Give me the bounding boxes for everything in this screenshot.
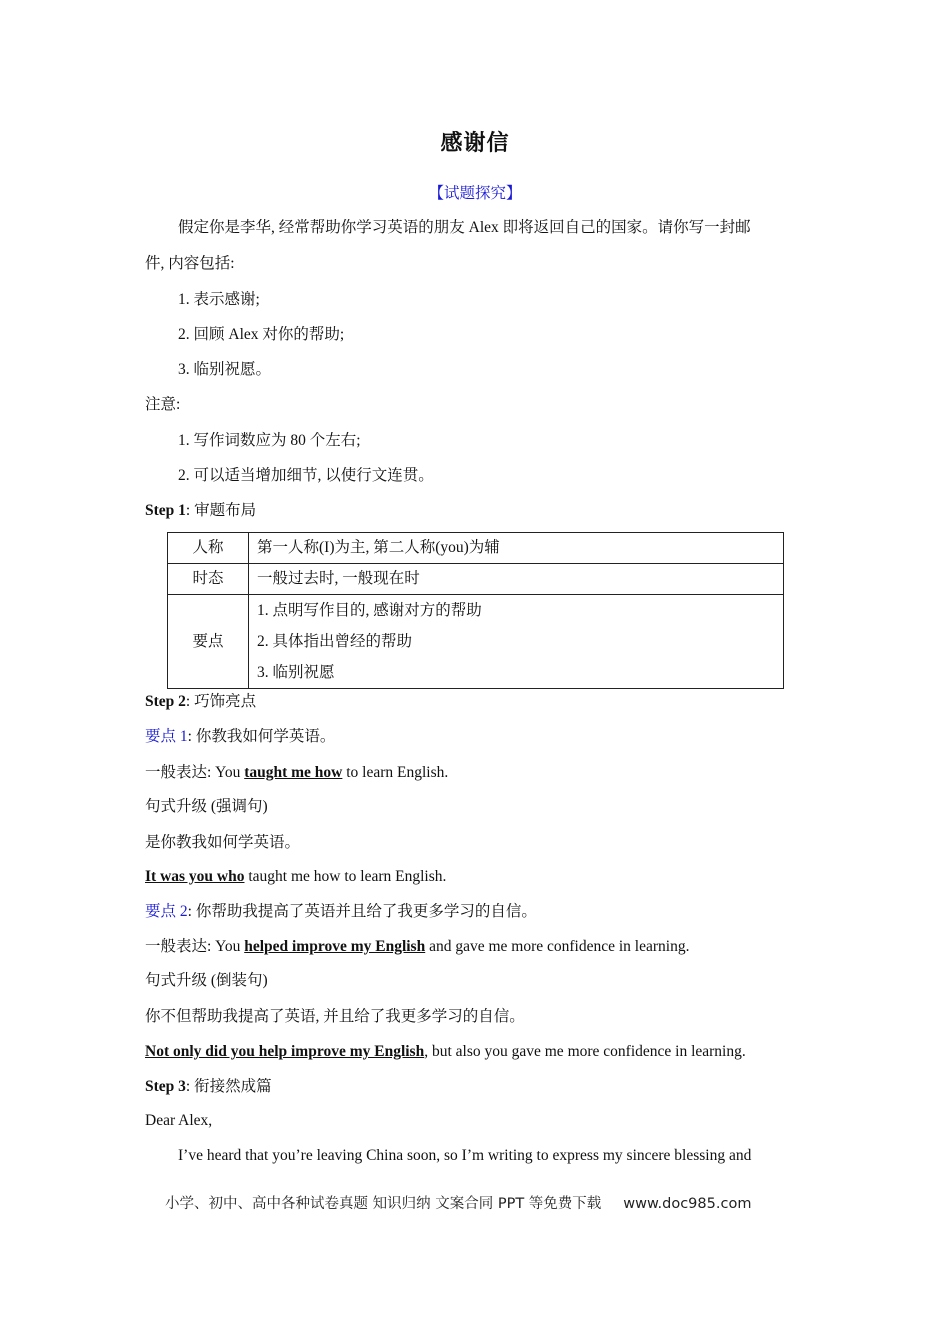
section-label: 【试题探究】 [428,185,522,202]
note-label: 注意: [145,396,181,413]
point1-text: : 你教我如何学英语。 [187,728,336,745]
table-key-points: 要点 [168,595,249,689]
step2-label: Step 2 [145,693,186,710]
point1-upgrade: 句式升级 (强调句) [145,798,268,815]
normal-prefix: 一般表达: You [145,764,245,781]
point1-chinese: 是你教我如何学英语。 [145,834,301,851]
step1-label: Step 1 [145,502,186,519]
table-value-tense: 一般过去时, 一般现在时 [249,564,784,595]
footer-banner [165,1192,751,1213]
point-item-2: 2. 具体指出曾经的帮助 [257,633,413,650]
normal-suffix: to learn English. [342,764,449,781]
normal-highlight: taught me how [244,764,343,781]
table-row [168,564,784,595]
letter-greeting: Dear Alex, [145,1112,213,1129]
table-key-tense: 时态 [168,564,249,595]
table-value-points [249,595,784,689]
footer-text: 小学、初中、高中各种试卷真题 知识归纳 文案合同 PPT 等免费下载 [165,1196,602,1212]
prompt-item-2: 2. 回顾 Alex 对你的帮助; [178,326,345,343]
table-value-person: 第一人称(I)为主, 第二人称(you)为辅 [249,533,784,564]
letter-body-line-1: I’ve heard that you’re leaving China soon, so I’m writing to express my sincere blessing and [178,1147,752,1164]
step2-text: : 巧饰亮点 [185,693,257,710]
point2-label: 要点 2 [145,903,188,920]
point2-upgrade: 句式升级 (倒装句) [145,972,268,989]
note-item-2: 2. 可以适当增加细节, 以使行文连贯。 [178,467,434,484]
point2-text: : 你帮助我提高了英语并且给了我更多学习的自信。 [187,903,537,920]
step2-heading [145,692,256,712]
note-item-1: 1. 写作词数应为 80 个左右; [178,432,361,449]
table-row [168,533,784,564]
english-rest: , but also you gave me more confidence in learning. [424,1043,746,1060]
point-item-3: 3. 临别祝愿 [257,664,335,681]
step3-label: Step 3 [145,1078,186,1095]
point1-english [145,867,446,887]
step1-heading [145,501,256,521]
normal-prefix: 一般表达: You [145,938,245,955]
point1-label: 要点 1 [145,728,188,745]
step3-heading [145,1077,272,1097]
prompt-item-1: 1. 表示感谢; [178,291,260,308]
point-item-1: 1. 点明写作目的, 感谢对方的帮助 [257,602,482,619]
step1-text: : 审题布局 [185,502,257,519]
english-highlight: Not only did you help improve my English [145,1043,425,1060]
prompt-item-3: 3. 临别祝愿。 [178,361,272,378]
point2-english [145,1042,746,1062]
prompt-line-2: 件, 内容包括: [145,255,235,272]
normal-highlight: helped improve my English [244,938,426,955]
normal-suffix: and gave me more confidence in learning. [425,938,690,955]
point1-normal-expression [145,763,448,783]
point2-chinese: 你不但帮助我提高了英语, 并且给了我更多学习的自信。 [145,1008,525,1025]
footer-url[interactable]: www.doc985.com [623,1196,752,1212]
english-highlight: It was you who [145,868,245,885]
english-rest: taught me how to learn English. [244,868,447,885]
point1-heading [145,727,335,747]
point2-heading [145,902,537,922]
table-row [168,595,784,689]
step3-text: : 衔接然成篇 [185,1078,272,1095]
point2-normal-expression [145,937,689,957]
prompt-line-1: 假定你是李华, 经常帮助你学习英语的朋友 Alex 即将返回自己的国家。请你写一封邮 [178,219,751,236]
page-title: 感谢信 [440,131,510,156]
analysis-table [167,532,784,689]
table-key-person: 人称 [168,533,249,564]
